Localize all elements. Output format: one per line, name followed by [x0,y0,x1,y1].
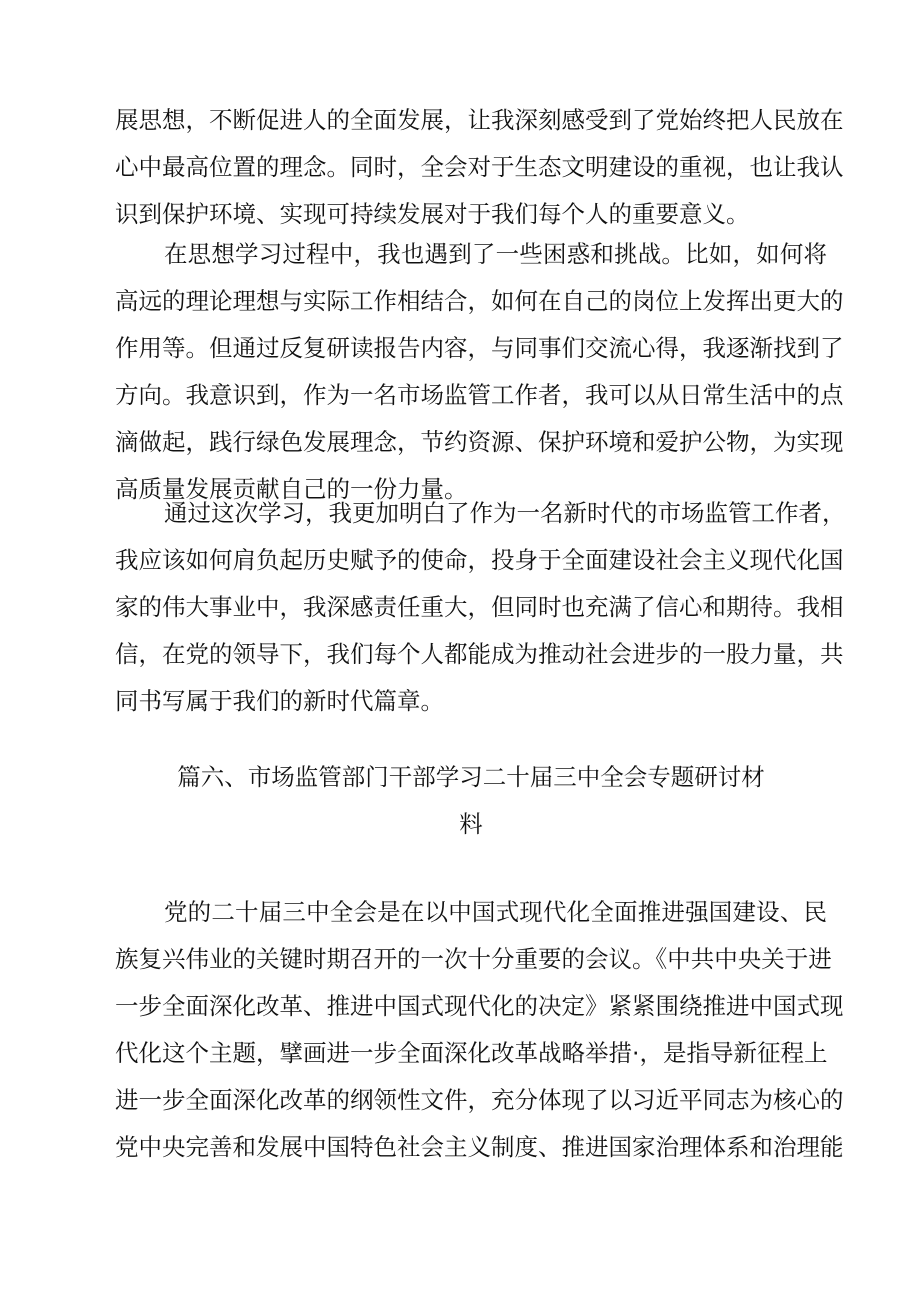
text-line: 在思想学习过程中，我也遇到了一些困惑和挑战。比如，如何将 [164,240,827,268]
text-line: 进一步全面深化改革的纲领性文件，充分体现了以习近平同志为核心的 [115,1086,844,1114]
text-line: 同书写属于我们的新时代篇章。 [115,687,444,715]
text-line: 心中最高位置的理念。同时，全会对于生态文明建设的重视，也让我认 [115,153,844,181]
text-line: 族复兴伟业的关键时期召开的一次十分重要的会议。《中共中央关于进 [115,945,832,973]
text-line: 通过这次学习，我更加明白了作为一名新时代的市场监管工作者， [164,499,846,527]
text-line: 作用等。但通过反复研读报告内容，与同事们交流心得，我逐渐找到了 [115,334,844,362]
section-heading [115,754,827,848]
text-line: 党中央完善和发展中国特色社会主义制度、推进国家治理体系和治理能 [115,1133,844,1161]
text-line: 识到保护环境、实现可持续发展对于我们每个人的重要意义。 [115,200,750,228]
text-line: 一步全面深化改革、推进中国式现代化的决定》紧紧围绕推进中国式现 [115,992,844,1020]
text-line: 滴做起，践行绿色发展理念，节约资源、保护环境和爱护公物，为实现 [115,428,844,456]
paragraph-conclusion [115,490,846,725]
text-line: 信，在党的领导下，我们每个人都能成为推动社会进步的一股力量，共 [115,640,844,668]
heading-line: 篇六、市场监管部门干部学习二十届三中全会专题研讨材 [177,763,765,791]
text-line: 方向。我意识到，作为一名市场监管工作者，我可以从日常生活中的点 [115,381,844,409]
text-line: 党的二十届三中全会是在以中国式现代化全面推进强国建设、民 [164,898,827,926]
text-line: 高远的理论理想与实际工作相结合，如何在自己的岗位上发挥出更大的 [115,287,844,315]
paragraph-challenges [115,231,844,513]
paragraph-section-six [115,889,844,1171]
paragraph-continued [115,97,844,238]
text-line: 我应该如何肩负起历史赋予的使命，投身于全面建设社会主义现代化国 [115,546,844,574]
text-line: 家的伟大事业中，我深感责任重大，但同时也充满了信心和期待。我相 [115,593,844,621]
text-line: 高质量发展贡献自己的一份力量。 [115,475,468,503]
text-line: 代化这个主题，擘画进一步全面深化改革战略举措·，是指导新征程上 [115,1039,828,1067]
text-line: 展思想，不断促进人的全面发展，让我深刻感受到了党始终把人民放在 [115,106,844,134]
heading-line: 料 [459,810,483,838]
